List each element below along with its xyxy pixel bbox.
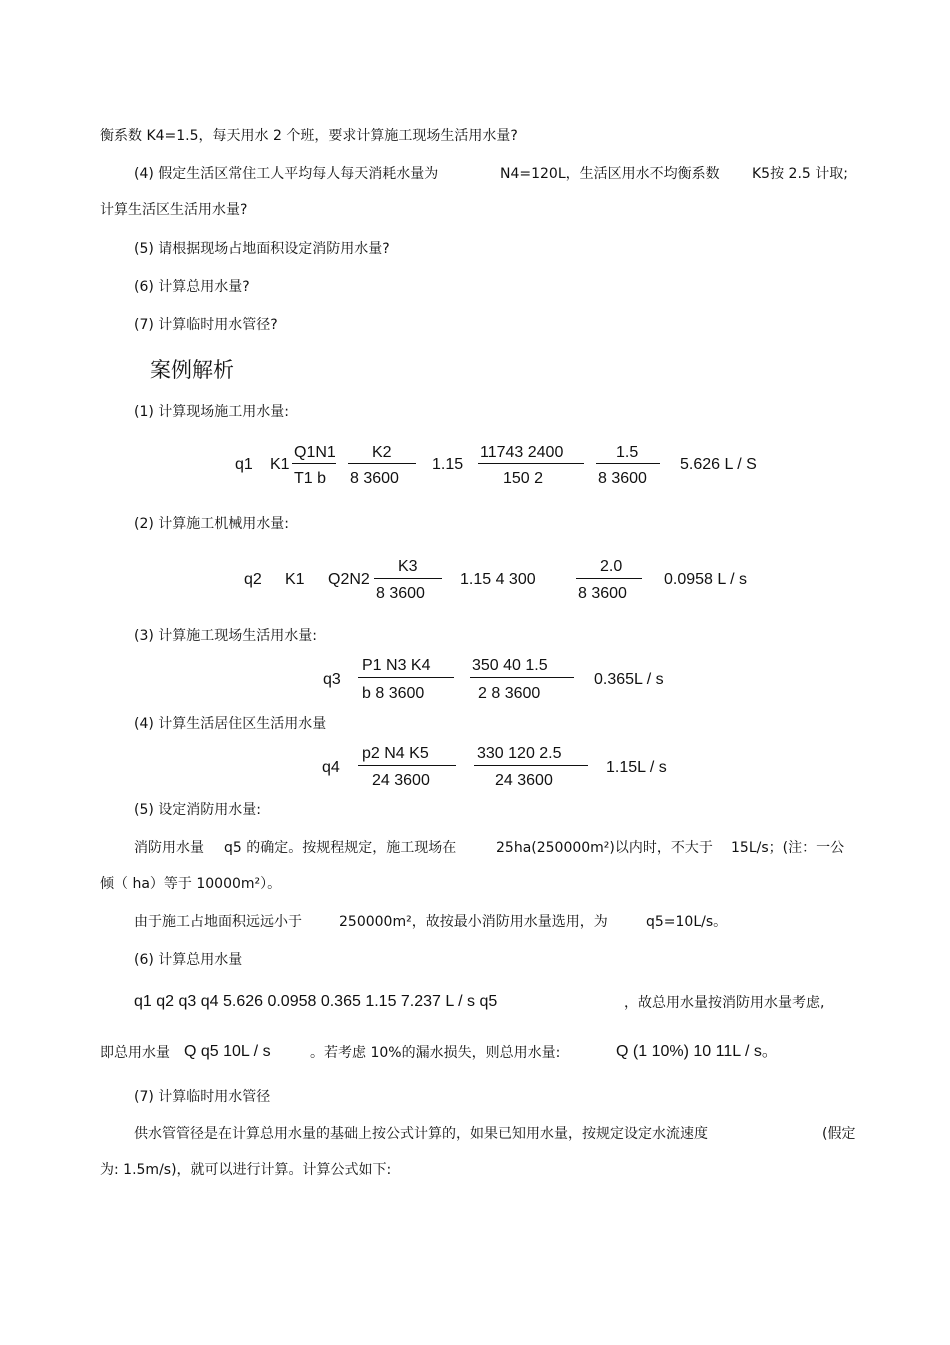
s3-den1: b 8 3600 <box>362 685 425 702</box>
s1-frac-bar-4 <box>596 463 660 464</box>
s1-frac-bar-2 <box>348 463 416 464</box>
s2-frac-bar-1 <box>374 578 442 579</box>
s2-k: K1 <box>285 571 305 588</box>
question-6: (6) 计算总用水量? <box>134 279 250 295</box>
s1-frac-bar-1 <box>292 463 336 464</box>
s1-num4: 1.5 <box>616 444 639 461</box>
s6-line2c: 。若考虑 10%的漏水损失，则总用水量: <box>310 1045 561 1061</box>
question-7: (7) 计算临时用水管径? <box>134 317 278 333</box>
s2-den2: 8 3600 <box>578 585 627 602</box>
question-5: (5) 请根据现场占地面积设定消防用水量? <box>134 241 390 257</box>
intro-line-1: 衡系数 K4=1.5，每天用水 2 个班，要求计算施工现场生活用水量? <box>100 128 518 144</box>
s6-after: ，故总用水量按消防用水量考虑, <box>624 995 825 1011</box>
s1-den3: 150 2 <box>503 470 544 487</box>
s1-num2: K2 <box>372 444 392 461</box>
s1-result: 5.626 L / S <box>680 456 757 473</box>
s1-den2: 8 3600 <box>350 470 399 487</box>
s4-frac-bar-1 <box>358 765 456 766</box>
s2-frac-bar-2 <box>576 578 642 579</box>
s1-const: 1.15 <box>432 456 464 473</box>
s5-title: (5) 设定消防用水量: <box>134 802 261 818</box>
intro-line-2b: N4=120L，生活区用水不均衡系数 <box>500 166 720 182</box>
s4-result: 1.15L / s <box>606 759 667 776</box>
intro-line-3: 计算生活区生活用水量? <box>100 202 248 218</box>
s2-result: 0.0958 L / s <box>664 571 748 588</box>
s4-frac-bar-2 <box>474 765 588 766</box>
intro-line-2a: (4) 假定生活区常住工人平均每人每天消耗水量为 <box>134 166 439 182</box>
s2-num2: 2.0 <box>600 558 623 575</box>
s2-qn: Q2N2 <box>328 571 370 588</box>
s3-frac-bar-1 <box>358 677 454 678</box>
s5-para1c: 25ha(250000m²)以内时，不大于 <box>496 840 713 856</box>
s1-lhs: q1 <box>235 456 253 473</box>
s5-para2: 倾（ ha）等于 10000m²）。 <box>100 876 282 892</box>
s4-den1: 24 3600 <box>372 772 430 789</box>
s3-frac-bar-2 <box>470 677 574 678</box>
s6-equation: q1 q2 q3 q4 5.626 0.0958 0.365 1.15 7.237 L / s q5 <box>134 993 498 1010</box>
s2-num1: K3 <box>398 558 418 575</box>
s7-title: (7) 计算临时用水管径 <box>134 1089 271 1105</box>
s2-title: (2) 计算施工机械用水量: <box>134 516 289 532</box>
s2-den1: 8 3600 <box>376 585 425 602</box>
s4-num1: p2 N4 K5 <box>362 745 429 762</box>
s4-lhs: q4 <box>322 759 340 776</box>
s4-title: (4) 计算生活居住区生活用水量 <box>134 716 327 732</box>
intro-line-2c: K5按 2.5 计取; <box>752 166 848 182</box>
s6-line2b: Q q5 10L / s <box>184 1043 271 1060</box>
s7-para2: 为: 1.5m/s)，就可以进行计算。计算公式如下: <box>100 1162 392 1178</box>
s1-num1: Q1N1 <box>294 444 336 461</box>
s3-result: 0.365L / s <box>594 671 664 688</box>
s1-title: (1) 计算现场施工用水量: <box>134 404 289 420</box>
s2-lhs: q2 <box>244 571 262 588</box>
s6-title: (6) 计算总用水量 <box>134 952 243 968</box>
s5-para1d: 15L/s；(注：一公 <box>731 840 845 856</box>
s3-title: (3) 计算施工现场生活用水量: <box>134 628 317 644</box>
s6-line2d: Q (1 10%) 10 11L / s。 <box>616 1043 778 1060</box>
s7-para1b: (假定 <box>822 1126 856 1142</box>
s3-lhs: q3 <box>323 671 341 688</box>
s1-frac-bar-3 <box>478 463 584 464</box>
section-heading: 案例解析 <box>150 358 234 382</box>
s4-den2: 24 3600 <box>495 772 553 789</box>
s3-den2: 2 8 3600 <box>478 685 541 702</box>
s1-den4: 8 3600 <box>598 470 647 487</box>
s5-para3a: 由于施工占地面积远远小于 <box>134 914 302 930</box>
s6-line2a: 即总用水量 <box>100 1045 170 1061</box>
s1-den1: T1 b <box>294 470 327 487</box>
s4-num2: 330 120 2.5 <box>477 745 562 762</box>
s5-para3c: q5=10L/s。 <box>646 914 728 930</box>
s1-num3: 11743 2400 <box>480 444 564 461</box>
s1-k: K1 <box>270 456 290 473</box>
s2-mid: 1.15 4 300 <box>460 571 536 588</box>
s3-num1: P1 N3 K4 <box>362 657 431 674</box>
s5-para1b: q5 的确定。按规程规定，施工现场在 <box>224 840 457 856</box>
s7-para1a: 供水管管径是在计算总用水量的基础上按公式计算的，如果已知用水量，按规定设定水流速度 <box>134 1126 708 1142</box>
s3-num2: 350 40 1.5 <box>472 657 548 674</box>
s5-para3b: 250000m²，故按最小消防用水量选用，为 <box>339 914 608 930</box>
s5-para1a: 消防用水量 <box>134 840 204 856</box>
